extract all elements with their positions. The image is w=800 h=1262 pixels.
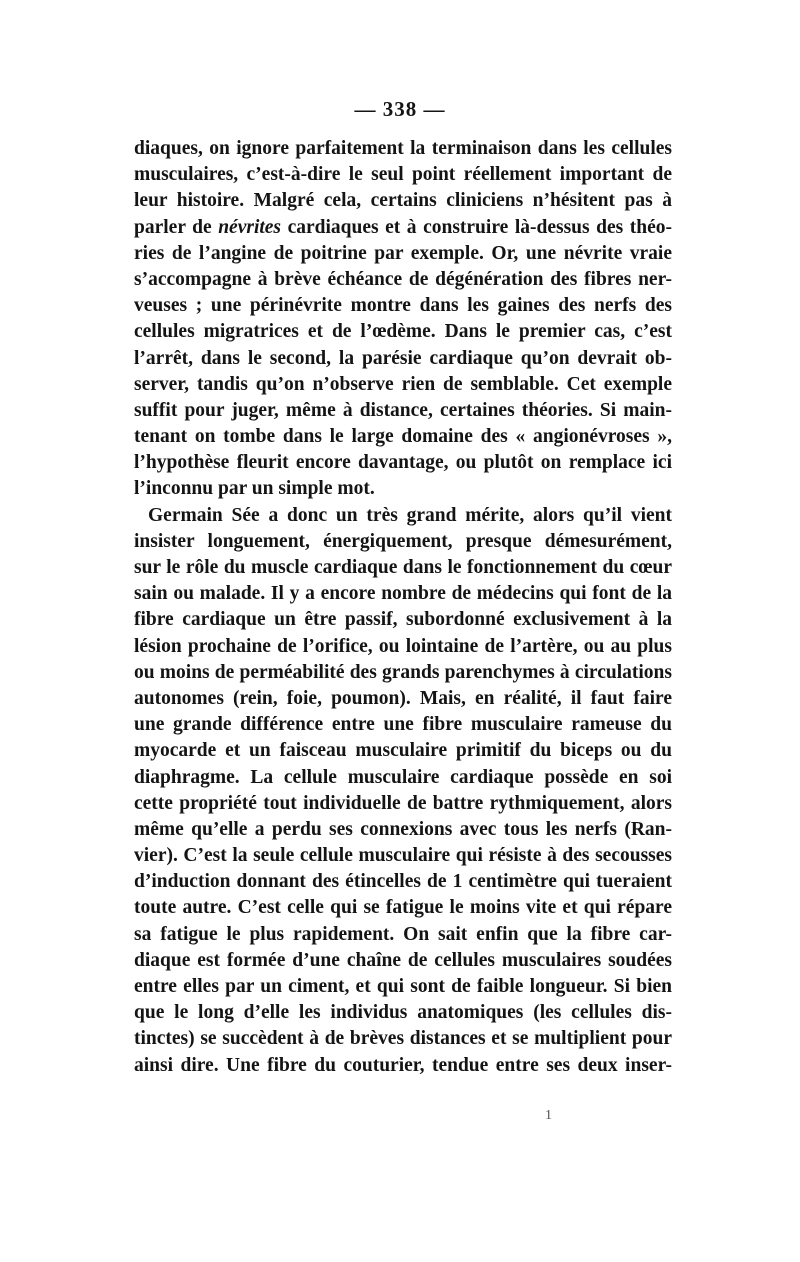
text-line: insister longuement, énergiquement, presque démesurément,: [134, 530, 672, 552]
text-line: diaphragme. La cellule musculaire cardiaque possède en soi: [134, 766, 672, 788]
text-line: sain ou malade. Il y a encore nombre de médecins qui font de la: [134, 583, 672, 605]
text-line: lésion prochaine de l’orifice, ou lointaine de l’artère, ou au plus: [134, 635, 672, 657]
text-line: diaque est formée d’une chaîne de cellules musculaires soudées: [134, 949, 672, 971]
body-text: [134, 136, 672, 1079]
text-line: sur le rôle du muscle cardiaque dans le fonctionnement du cœur: [134, 557, 672, 578]
text-line: tenant on tombe dans le large domaine des « angionévroses »,: [134, 426, 672, 448]
text-line: musculaires, c’est-à-dire le seul point réellement important de: [134, 164, 672, 186]
text-line: d’induction donnant des étincelles de 1 centimètre qui tueraient: [134, 871, 672, 893]
text-line: ainsi dire. Une fibre du couturier, tendue entre ses deux inser-: [134, 1054, 672, 1076]
text-line: s’accompagne à brève échéance de dégénération des fibres ner-: [134, 268, 672, 290]
text-line: parler de névrites cardiaques et à construire là-dessus des théo-: [134, 216, 672, 238]
text-line: sa fatigue le plus rapidement. On sait enfin que la fibre car-: [134, 923, 672, 945]
italic-term: névrites: [218, 216, 282, 238]
text-line: Germain Sée a donc un très grand mérite, alors qu’il vient: [148, 504, 672, 526]
text-line: leur histoire. Malgré cela, certains cliniciens n’hésitent pas à: [134, 190, 672, 212]
text-line: même qu’elle a perdu ses connexions avec tous les nerfs (Ran-: [134, 818, 672, 840]
text-line: veuses ; une périnévrite montre dans les gaines des nerfs des: [134, 295, 672, 317]
text-line: ries de l’angine de poitrine par exemple. Or, une névrite vraie: [134, 242, 672, 264]
text-line: diaques, on ignore parfaitement la terminaison dans les cellules: [134, 138, 672, 159]
text-line: ou moins de perméabilité des grands parenchymes à circulations: [134, 661, 672, 683]
text-line: autonomes (rein, foie, poumon). Mais, en réalité, il faut faire: [134, 687, 672, 709]
text-line: vier). C’est la seule cellule musculaire qui résiste à des secousses: [134, 845, 672, 867]
text-line: que le long d’elle les individus anatomiques (les cellules dis-: [134, 1002, 672, 1024]
text-line: myocarde et un faisceau musculaire primitif du biceps ou du: [134, 740, 672, 762]
text-line: l’inconnu par un simple mot.: [134, 478, 375, 500]
text-line: fibre cardiaque un être passif, subordonné exclusivement à la: [134, 609, 672, 631]
text-line: une grande différence entre une fibre musculaire rameuse du: [134, 714, 672, 736]
text-line: toute autre. C’est celle qui se fatigue le moins vite et qui répare: [134, 897, 672, 919]
text-line: cette propriété tout individuelle de battre rythmiquement, alors: [134, 792, 672, 814]
text-line: l’arrêt, dans le second, la parésie cardiaque qu’on devrait ob-: [134, 347, 672, 369]
text-line: tinctes) se succèdent à de brèves distances et se multiplient pour: [134, 1028, 672, 1050]
text-line: server, tandis qu’on n’observe rien de semblable. Cet exemple: [134, 373, 672, 395]
text-line: entre elles par un ciment, et qui sont de faible longueur. Si bien: [134, 976, 672, 997]
page-number: — 338 —: [354, 97, 446, 121]
text-line: cellules migratrices et de l’œdème. Dans le premier cas, c’est: [134, 321, 672, 343]
paragraph-1: [134, 136, 672, 503]
paragraph-2: [134, 503, 672, 1079]
text-line: suffit pour juger, même à distance, certaines théories. Si main-: [134, 399, 672, 421]
stray-mark: 1: [545, 1108, 552, 1123]
text-line: l’hypothèse fleurit encore davantage, ou plutôt on remplace ici: [134, 452, 672, 474]
